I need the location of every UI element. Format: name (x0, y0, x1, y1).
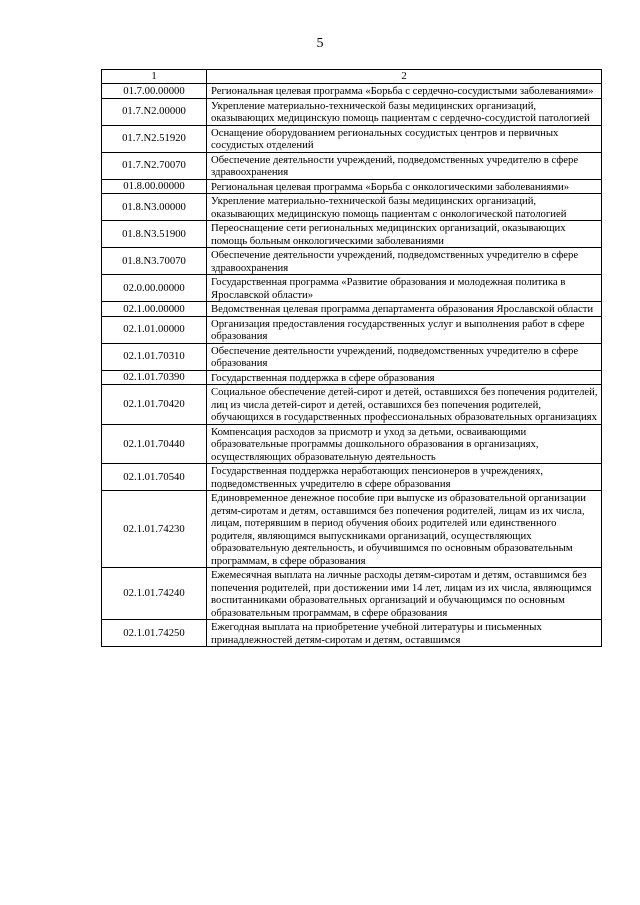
table-row (102, 194, 602, 221)
table-row (102, 98, 602, 125)
row-code: 01.7.N2.51920 (102, 125, 207, 152)
table-row (102, 152, 602, 179)
row-code: 01.8.N3.51900 (102, 221, 207, 248)
table-body (102, 70, 602, 647)
row-name: Региональная целевая программа «Борьба с сердечно-сосудистыми заболеваниями» (207, 84, 602, 99)
page-number: 5 (316, 36, 324, 51)
row-name: Укрепление материально-технической базы медицинских организаций, оказывающих медицинскую помощь пациентам с онкологической патологией (207, 194, 602, 221)
row-name: Ежемесячная выплата на личные расходы детям-сиротам и детям, оставшимся без попечения родителей, при достижении ими 14 лет, лицам из их числа, являющимся воспитанниками образовательных организаций и обучающимся по основным образовательным программам, в сфере образования (207, 568, 602, 620)
row-code: 01.7.N2.70070 (102, 152, 207, 179)
row-code: 02.1.01.74230 (102, 491, 207, 568)
row-name: Переоснащение сети региональных медицинских организаций, оказывающих помощь больным онкологическими заболеваниями (207, 221, 602, 248)
row-code: 02.1.01.74240 (102, 568, 207, 620)
row-code: 02.0.00.00000 (102, 275, 207, 302)
row-name: Социальное обеспечение детей-сирот и детей, оставшихся без попечения родителей, лиц из числа детей-сирот и детей, оставшихся без попечения родителей, обучающихся в государственных профессиональных образовательных организациях (207, 385, 602, 425)
table-row (102, 370, 602, 385)
row-name: Оснащение оборудованием региональных сосудистых центров и первичных сосудистых отделений (207, 125, 602, 152)
row-code: 01.7.00.00000 (102, 84, 207, 99)
header-col-2: 2 (207, 70, 602, 84)
row-name: Обеспечение деятельности учреждений, подведомственных учредителю в сфере здравоохранения (207, 248, 602, 275)
budget-classification-table (101, 69, 602, 647)
table-row (102, 620, 602, 647)
row-name: Государственная поддержка в сфере образования (207, 370, 602, 385)
row-name: Ведомственная целевая программа департамента образования Ярославской области (207, 302, 602, 317)
row-code: 02.1.01.00000 (102, 316, 207, 343)
row-name: Укрепление материально-технической базы медицинских организаций, оказывающих медицинскую помощь пациентам с сердечно-сосудистой патологией (207, 98, 602, 125)
row-name: Государственная программа «Развитие образования и молодежная политика в Ярославской области» (207, 275, 602, 302)
table-row (102, 275, 602, 302)
row-name: Компенсация расходов за присмотр и уход за детьми, осваивающими образовательные программы дошкольного образования в организациях, осуществляющих образовательную деятельность (207, 424, 602, 464)
table-row (102, 491, 602, 568)
row-code: 02.1.00.00000 (102, 302, 207, 317)
row-name: Государственная поддержка неработающих пенсионеров в учреждениях, подведомственных учредителю в сфере образования (207, 464, 602, 491)
row-name: Обеспечение деятельности учреждений, подведомственных учредителю в сфере образования (207, 343, 602, 370)
row-name: Единовременное денежное пособие при выпуске из образовательной организации детям-сиротам и детям, оставшимся без попечения родителей, лицам из их числа, лицам, потерявшим в период обучения обоих родителей или единственного родителя, являющимся выпускниками организаций, осуществляющих образовательную деятельность, и обучившимся по основным образовательным программам, в сфере образования (207, 491, 602, 568)
table-row (102, 424, 602, 464)
table-row (102, 568, 602, 620)
row-name: Ежегодная выплата на приобретение учебной литературы и письменных принадлежностей детям-сиротам и детям, оставшимся (207, 620, 602, 647)
row-name: Обеспечение деятельности учреждений, подведомственных учредителю в сфере здравоохранения (207, 152, 602, 179)
row-code: 02.1.01.70540 (102, 464, 207, 491)
table-row (102, 316, 602, 343)
row-code: 02.1.01.70390 (102, 370, 207, 385)
row-name: Региональная целевая программа «Борьба с онкологическими заболеваниями» (207, 179, 602, 194)
header-col-1: 1 (102, 70, 207, 84)
table-row (102, 248, 602, 275)
table-row (102, 221, 602, 248)
table-row (102, 179, 602, 194)
row-code: 02.1.01.70310 (102, 343, 207, 370)
row-code: 01.8.N3.70070 (102, 248, 207, 275)
table-row (102, 464, 602, 491)
row-code: 01.7.N2.00000 (102, 98, 207, 125)
table-row (102, 343, 602, 370)
row-code: 02.1.01.70420 (102, 385, 207, 425)
row-name: Организация предоставления государственных услуг и выполнения работ в сфере образования (207, 316, 602, 343)
row-code: 02.1.01.74250 (102, 620, 207, 647)
row-code: 01.8.00.00000 (102, 179, 207, 194)
row-code: 02.1.01.70440 (102, 424, 207, 464)
table-header-row (102, 70, 602, 84)
table-row (102, 125, 602, 152)
row-code: 01.8.N3.00000 (102, 194, 207, 221)
table-row (102, 84, 602, 99)
table-row (102, 302, 602, 317)
table-row (102, 385, 602, 425)
